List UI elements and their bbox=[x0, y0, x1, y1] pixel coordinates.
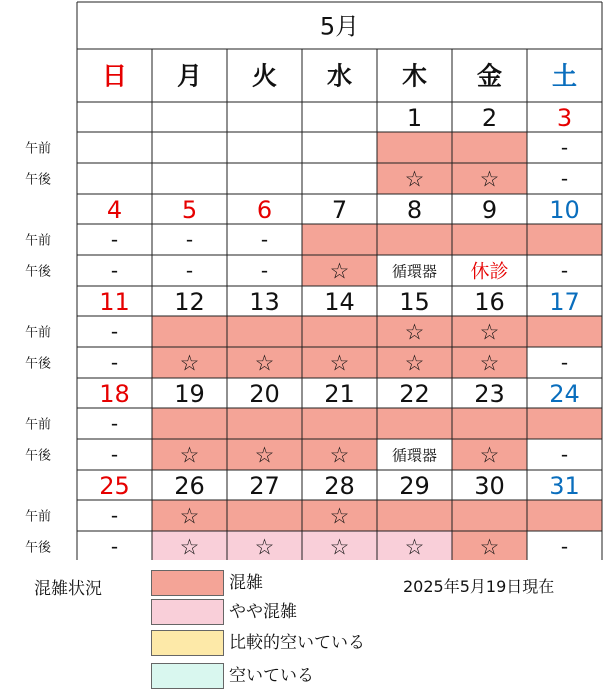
day-number: 17 bbox=[549, 288, 580, 316]
day-number: 15 bbox=[399, 288, 430, 316]
star-mark: ☆ bbox=[179, 351, 200, 377]
legend bbox=[0, 560, 606, 695]
dash-mark: - bbox=[560, 534, 569, 559]
legend-label: 比較的空いている bbox=[229, 633, 365, 653]
day-number: 8 bbox=[406, 196, 423, 224]
dash-mark: - bbox=[110, 227, 119, 252]
slot-label: 午後 bbox=[24, 356, 52, 372]
star-mark: ☆ bbox=[329, 504, 350, 530]
dash-mark: - bbox=[110, 258, 119, 283]
day-number: 22 bbox=[399, 380, 430, 408]
day-number: 7 bbox=[331, 196, 348, 224]
slot-note: 循環器 bbox=[391, 446, 438, 465]
status-cell bbox=[527, 500, 602, 531]
day-number: 26 bbox=[174, 472, 205, 500]
day-number: 19 bbox=[174, 380, 205, 408]
legend-swatch bbox=[151, 663, 224, 689]
weekday-header: 火 bbox=[251, 61, 278, 91]
day-number: 21 bbox=[324, 380, 355, 408]
dash-mark: - bbox=[110, 411, 119, 436]
dash-mark: - bbox=[560, 258, 569, 283]
status-cell bbox=[377, 500, 452, 531]
weekday-header: 木 bbox=[401, 61, 428, 91]
status-cell bbox=[377, 132, 452, 163]
star-mark: ☆ bbox=[179, 504, 200, 530]
dash-mark: - bbox=[560, 166, 569, 191]
star-mark: ☆ bbox=[179, 443, 200, 469]
star-mark: ☆ bbox=[404, 320, 425, 346]
star-mark: ☆ bbox=[479, 320, 500, 346]
dash-mark: - bbox=[260, 258, 269, 283]
dash-mark: - bbox=[185, 227, 194, 252]
slot-label: 午前 bbox=[24, 417, 52, 433]
slot-label: 午後 bbox=[24, 172, 52, 188]
star-mark: ☆ bbox=[254, 351, 275, 377]
status-cell bbox=[302, 224, 377, 255]
day-number: 27 bbox=[249, 472, 280, 500]
day-number: 24 bbox=[549, 380, 580, 408]
legend-label: 空いている bbox=[229, 666, 314, 686]
status-cell bbox=[227, 408, 302, 439]
status-cell bbox=[527, 316, 602, 347]
star-mark: ☆ bbox=[329, 535, 350, 560]
day-number: 18 bbox=[99, 380, 130, 408]
as-of-date: 2025年5月19日現在 bbox=[403, 577, 555, 596]
weekday-header: 土 bbox=[551, 61, 578, 91]
slot-label: 午前 bbox=[24, 233, 52, 249]
star-mark: ☆ bbox=[254, 443, 275, 469]
day-number: 14 bbox=[324, 288, 355, 316]
dash-mark: - bbox=[560, 442, 569, 467]
day-number: 23 bbox=[474, 380, 505, 408]
status-cell bbox=[302, 316, 377, 347]
legend-label: やや混雑 bbox=[229, 602, 297, 622]
legend-swatch bbox=[151, 599, 224, 625]
legend-swatch bbox=[151, 570, 224, 596]
star-mark: ☆ bbox=[404, 535, 425, 560]
day-number: 12 bbox=[174, 288, 205, 316]
star-mark: ☆ bbox=[479, 351, 500, 377]
star-mark: ☆ bbox=[254, 535, 275, 560]
status-cell bbox=[452, 224, 527, 255]
dash-mark: - bbox=[110, 442, 119, 467]
star-mark: ☆ bbox=[179, 535, 200, 560]
slot-label: 午後 bbox=[24, 264, 52, 280]
dash-mark: - bbox=[110, 350, 119, 375]
status-cell bbox=[152, 408, 227, 439]
status-cell bbox=[452, 408, 527, 439]
day-number: 20 bbox=[249, 380, 280, 408]
day-number: 10 bbox=[549, 196, 580, 224]
dash-mark: - bbox=[110, 319, 119, 344]
legend-swatch bbox=[151, 630, 224, 656]
status-cell bbox=[452, 500, 527, 531]
weekday-header: 月 bbox=[176, 61, 203, 91]
star-mark: ☆ bbox=[479, 535, 500, 560]
weekday-header: 水 bbox=[326, 61, 353, 91]
slot-label: 午前 bbox=[24, 509, 52, 525]
status-cell bbox=[227, 316, 302, 347]
status-cell bbox=[377, 408, 452, 439]
dash-mark: - bbox=[185, 258, 194, 283]
status-cell bbox=[527, 224, 602, 255]
slot-note: 循環器 bbox=[391, 262, 438, 281]
day-number: 4 bbox=[106, 196, 123, 224]
slot-label: 午後 bbox=[24, 448, 52, 464]
status-cell bbox=[377, 224, 452, 255]
dash-mark: - bbox=[110, 534, 119, 559]
weekday-header: 日 bbox=[101, 61, 128, 91]
dash-mark: - bbox=[110, 503, 119, 528]
star-mark: ☆ bbox=[329, 443, 350, 469]
status-cell bbox=[227, 500, 302, 531]
day-number: 9 bbox=[481, 196, 498, 224]
legend-title: 混雑状況 bbox=[34, 579, 102, 599]
slot-label: 午前 bbox=[24, 141, 52, 157]
day-number: 1 bbox=[406, 104, 423, 132]
dash-mark: - bbox=[260, 227, 269, 252]
slot-label: 午後 bbox=[24, 540, 52, 556]
day-number: 28 bbox=[324, 472, 355, 500]
status-cell bbox=[302, 408, 377, 439]
month-title: 5月 bbox=[319, 12, 360, 41]
day-number: 31 bbox=[549, 472, 580, 500]
day-number: 13 bbox=[249, 288, 280, 316]
day-number: 2 bbox=[481, 104, 498, 132]
weekday-header: 金 bbox=[476, 61, 503, 91]
day-number: 30 bbox=[474, 472, 505, 500]
day-number: 5 bbox=[181, 196, 198, 224]
status-cell bbox=[152, 316, 227, 347]
star-mark: ☆ bbox=[404, 351, 425, 377]
dash-mark: - bbox=[560, 350, 569, 375]
slot-label: 午前 bbox=[24, 325, 52, 341]
status-cell bbox=[527, 408, 602, 439]
dash-mark: - bbox=[560, 135, 569, 160]
status-cell bbox=[452, 132, 527, 163]
star-mark: ☆ bbox=[404, 167, 425, 193]
slot-note: 休診 bbox=[470, 260, 509, 283]
star-mark: ☆ bbox=[479, 443, 500, 469]
star-mark: ☆ bbox=[479, 167, 500, 193]
day-number: 11 bbox=[99, 288, 130, 316]
day-number: 29 bbox=[399, 472, 430, 500]
day-number: 3 bbox=[556, 104, 573, 132]
day-number: 16 bbox=[474, 288, 505, 316]
day-number: 25 bbox=[99, 472, 130, 500]
star-mark: ☆ bbox=[329, 351, 350, 377]
star-mark: ☆ bbox=[329, 259, 350, 285]
legend-label: 混雑 bbox=[229, 573, 263, 593]
day-number: 6 bbox=[256, 196, 273, 224]
